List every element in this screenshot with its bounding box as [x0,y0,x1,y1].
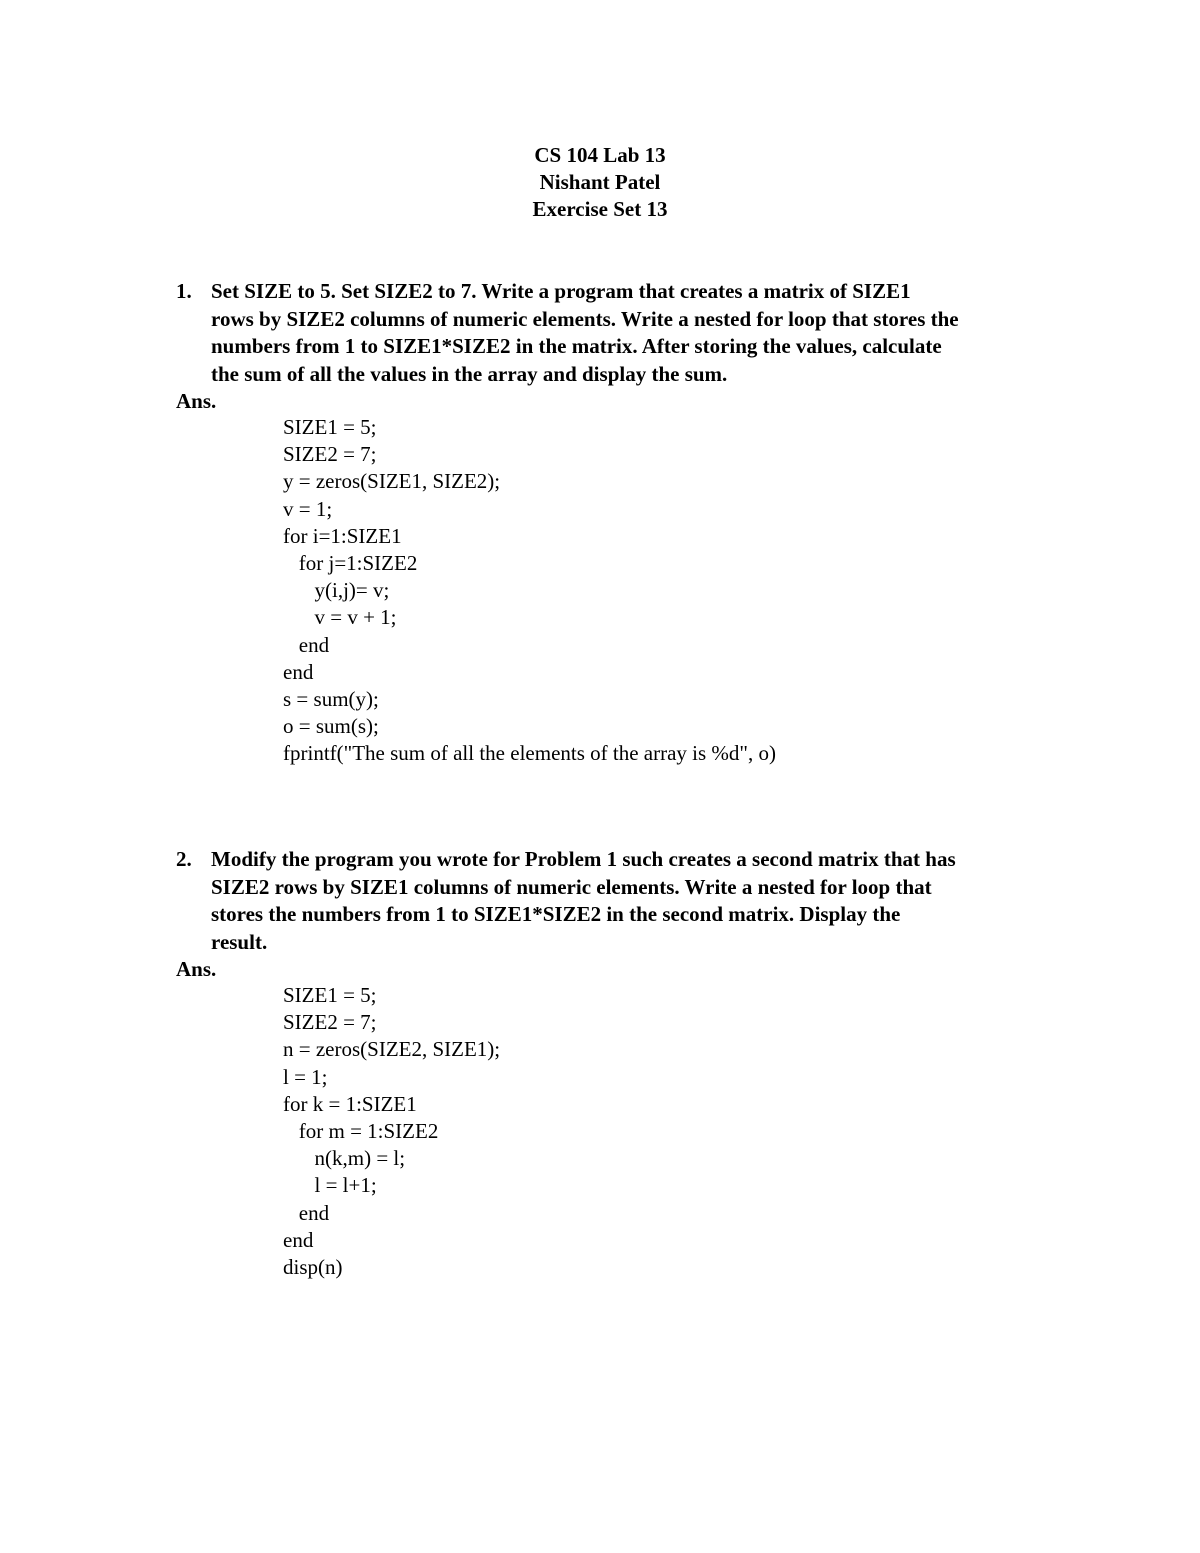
question-number: 2. [176,847,192,871]
code-block-2 [283,982,500,1281]
question-text [211,846,1073,956]
document-header [0,142,1200,223]
code-line: n = zeros(SIZE2, SIZE1); [283,1037,501,1062]
question-line: Modify the program you wrote for Problem 1 such creates a second matrix that has [211,847,956,871]
question-2 [176,846,1076,956]
answer-label: Ans. [176,389,217,413]
question-text [211,278,1073,388]
code-line: v = 1; [283,496,333,521]
code-line: l = l+1; [283,1173,377,1198]
code-line: o = sum(s); [283,714,379,739]
code-line: v = v + 1; [283,605,397,630]
question-line: SIZE2 rows by SIZE1 columns of numeric elements. Write a nested for loop that [211,874,932,899]
code-line: end [283,1200,330,1225]
code-line: end [283,659,314,684]
code-line: SIZE1 = 5; [283,983,377,1007]
answer-label: Ans. [176,957,217,981]
code-line: y(i,j)= v; [283,578,390,603]
code-line: for m = 1:SIZE2 [283,1119,439,1144]
question-line: the sum of all the values in the array and display the sum. [211,361,728,386]
code-line: end [283,632,330,657]
code-line: disp(n) [283,1255,343,1280]
question-line: Set SIZE to 5. Set SIZE2 to 7. Write a program that creates a matrix of SIZE1 [211,279,911,303]
code-line: end [283,1227,314,1252]
question-line: rows by SIZE2 columns of numeric elements. Write a nested for loop that stores the [211,306,959,331]
question-line: result. [211,929,268,954]
course-title: CS 104 Lab 13 [534,143,666,167]
code-line: y = zeros(SIZE1, SIZE2); [283,469,501,494]
code-line: for j=1:SIZE2 [283,551,418,576]
code-block-1 [283,414,776,768]
code-line: SIZE1 = 5; [283,415,377,439]
code-line: for i=1:SIZE1 [283,523,402,548]
code-line: fprintf("The sum of all the elements of the array is %d", o) [283,741,776,766]
code-line: SIZE2 = 7; [283,442,377,467]
code-line: l = 1; [283,1064,328,1089]
question-line: stores the numbers from 1 to SIZE1*SIZE2 in the second matrix. Display the [211,902,901,926]
code-line: s = sum(y); [283,687,379,712]
question-number: 1. [176,279,192,303]
author-name: Nishant Patel [539,170,661,194]
code-line: n(k,m) = l; [283,1146,406,1171]
exercise-set-title: Exercise Set 13 [532,197,668,221]
question-line: numbers from 1 to SIZE1*SIZE2 in the matrix. After storing the values, calculate [211,334,942,358]
code-line: SIZE2 = 7; [283,1010,377,1035]
question-1 [176,278,1076,388]
code-line: for k = 1:SIZE1 [283,1091,417,1116]
